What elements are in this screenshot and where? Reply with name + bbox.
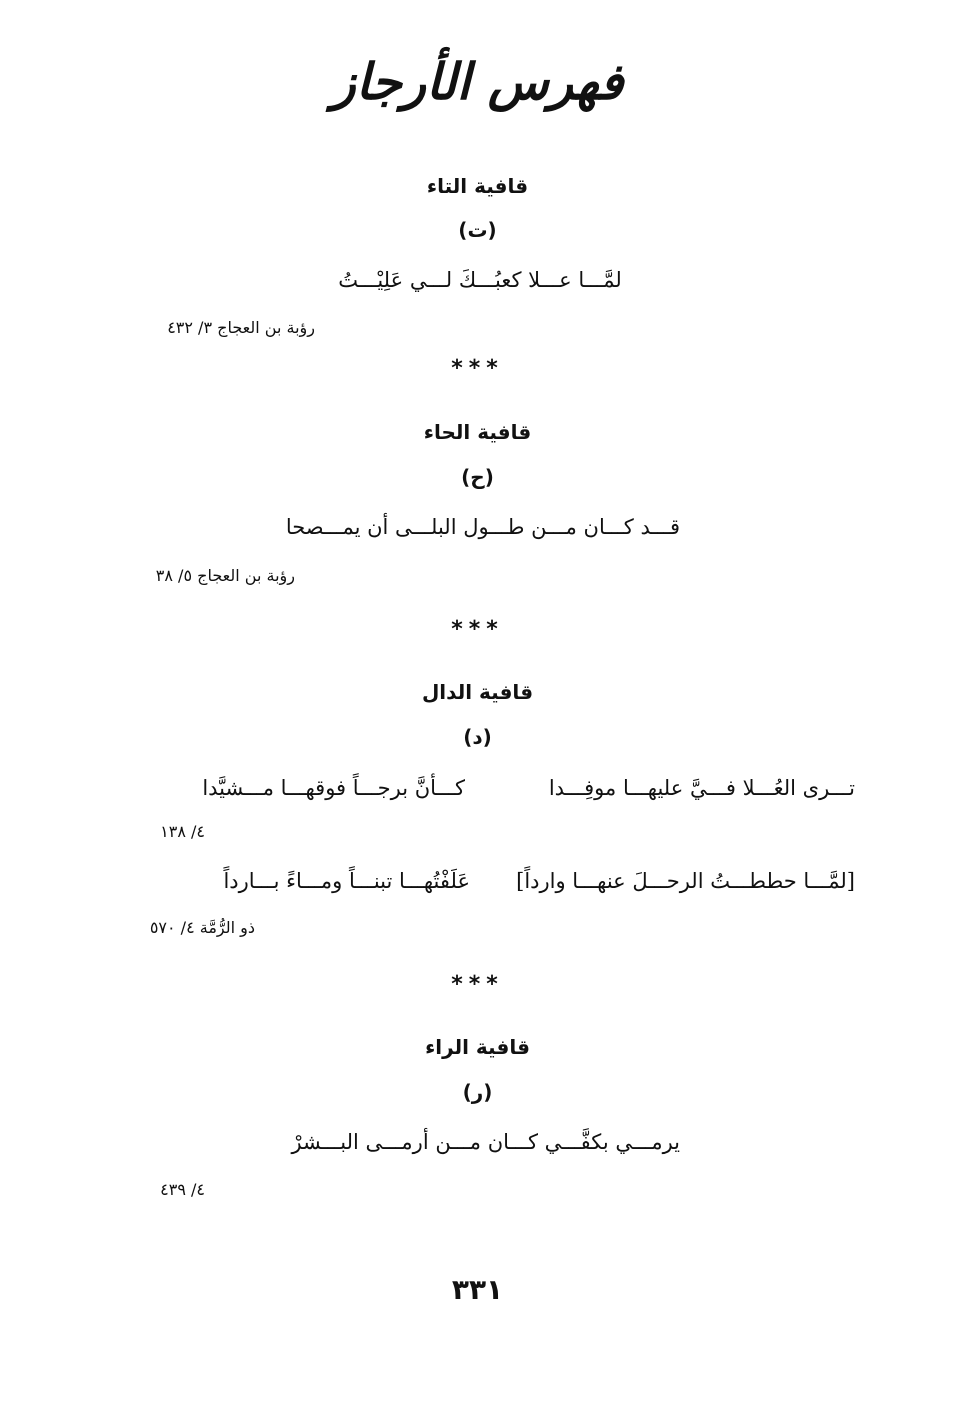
verse-dal-1-first-half: تـــرى العُـــلا فـــيَّ عليهـــا موفِـــدا bbox=[548, 776, 855, 800]
verse-dal-1-second-half: كـــأنَّ برجـــاً فوقهـــا مـــشيَّدا bbox=[202, 776, 465, 800]
reference-raa: ٤/ ٤٣٩ bbox=[160, 1180, 205, 1199]
reference-dal-2: ذو الرُّمَّة ٤/ ٥٧٠ bbox=[149, 918, 255, 937]
verse-dal-2-second-half: عَلَفْتُهـــا تبنـــاً ومـــاءً بـــارداً bbox=[223, 869, 470, 893]
section-heading-raa: قافية الراء bbox=[425, 1035, 530, 1059]
page-number: ٣٣١ bbox=[451, 1273, 504, 1306]
section-separator: *** bbox=[451, 617, 504, 642]
verse-dal-2-first-half: [لمَّـــا حططـــتُ الرحـــلَ عنهـــا وارداً] bbox=[516, 869, 855, 893]
section-letter-taa: (ت) bbox=[458, 218, 497, 242]
verse-haa: قـــد كـــان مـــن طـــول البلـــى أن يمـــصحا bbox=[285, 515, 680, 539]
reference-dal-1: ٤/ ١٣٨ bbox=[160, 822, 205, 841]
section-heading-dal: قافية الدال bbox=[421, 680, 534, 704]
verse-raa: يرمـــي بكفَّـــي كـــان مـــن أرمـــى البـــشرْ bbox=[291, 1130, 680, 1154]
section-letter-raa: (ر) bbox=[462, 1080, 493, 1104]
reference-taa: رؤبة بن العجاج ٣/ ٤٣٢ bbox=[167, 318, 315, 337]
page-title: فهرس الأرجاز bbox=[331, 52, 624, 111]
section-separator: *** bbox=[451, 356, 504, 381]
section-letter-dal: (د) bbox=[463, 725, 492, 749]
section-letter-haa: (ح) bbox=[461, 465, 494, 489]
reference-haa: رؤبة بن العجاج ٥/ ٣٨ bbox=[155, 566, 295, 585]
section-heading-taa: قافية التاء bbox=[426, 174, 529, 198]
section-heading-haa: قافية الحاء bbox=[423, 420, 532, 444]
section-separator: *** bbox=[451, 972, 504, 997]
verse-taa: لمَّـــا عـــلا كعبُـــكَ لـــي عَلِيْـــتُ bbox=[338, 268, 622, 292]
